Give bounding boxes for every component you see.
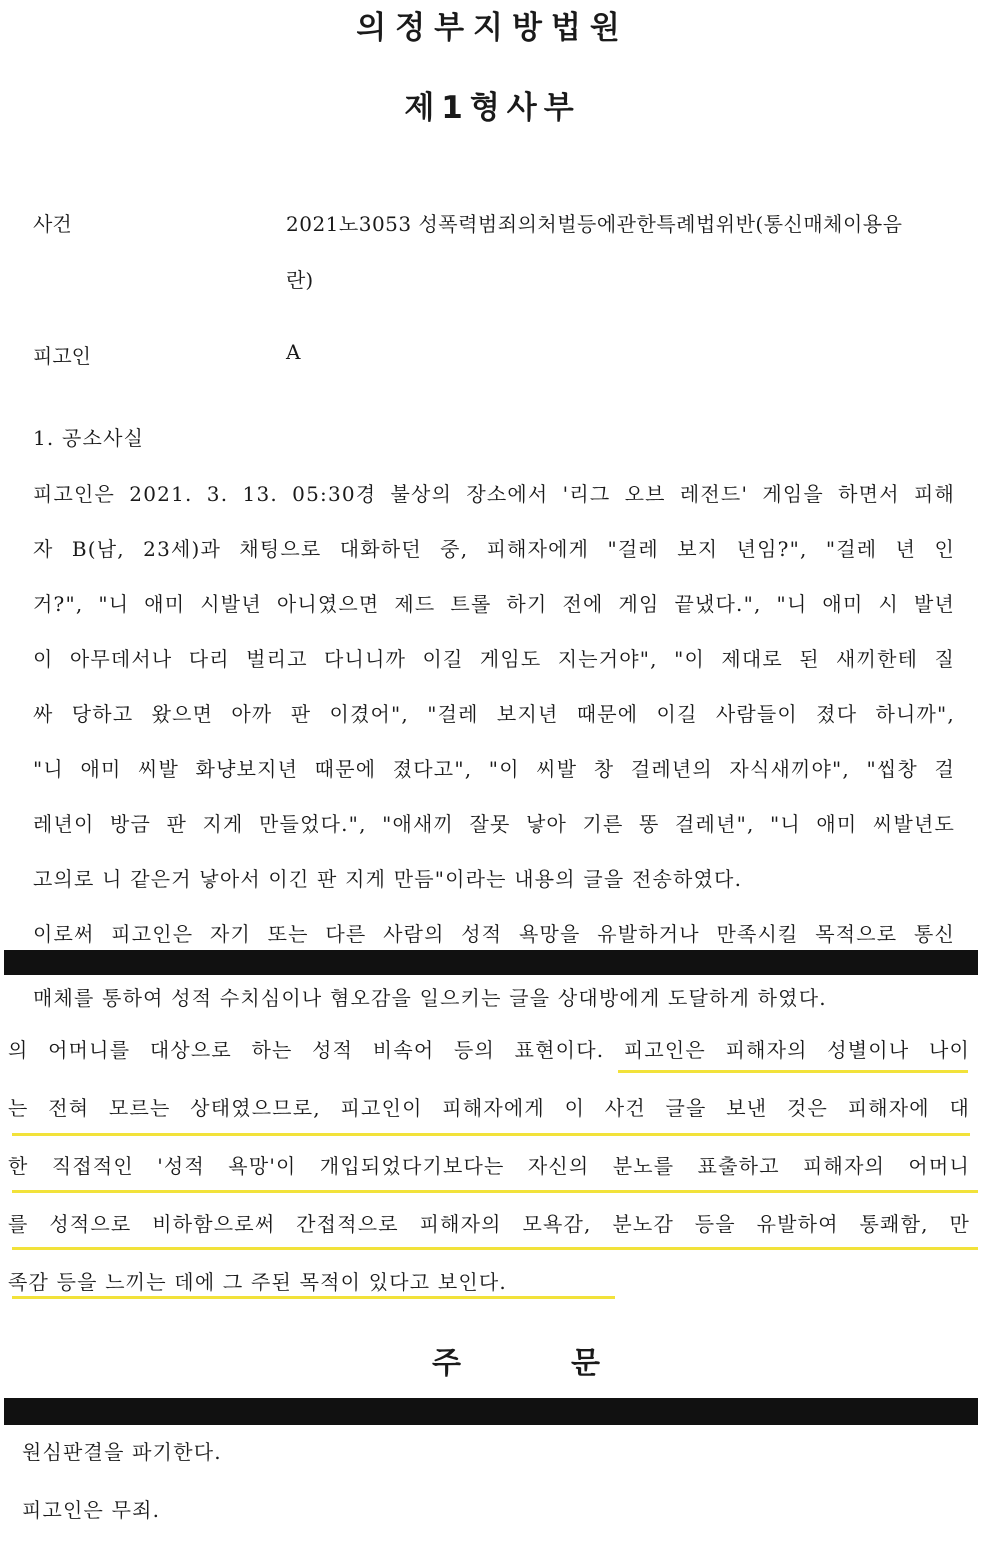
division-name: 제1형사부 — [404, 90, 581, 126]
highlight-underline — [618, 1070, 968, 1073]
highlight-underline — [12, 1190, 978, 1193]
case-value-line1: 2021노3053 성폭력범죄의처벌등에관한특례법위반(통신매체이용음 — [286, 212, 903, 236]
indictment-line: 피고인은 2021. 3. 13. 05:30경 불상의 장소에서 '리그 오브 레전드' 게임을 하면서 피해 — [33, 482, 955, 506]
reasoning-line: 한 직접적인 '성적 욕망'이 개입되었다기보다는 자신의 분노를 표출하고 피해자의 어머니 — [8, 1154, 970, 1178]
highlight-underline — [12, 1296, 615, 1299]
indictment-line: 이로써 피고인은 자기 또는 다른 사람의 성적 욕망을 유발하거나 만족시킬 목적으로 통신 — [33, 922, 955, 946]
section-heading: 1. 공소사실 — [33, 426, 145, 450]
indictment-line: 싸 당하고 왔으면 아까 판 이겼어", "걸레 보지년 때문에 이길 사람들이 졌다 하니까", — [33, 702, 955, 726]
case-value-line2: 란) — [286, 268, 314, 292]
indictment-line: 이 아무데서나 다리 벌리고 다니니까 이길 게임도 지는거야", "이 제대로 된 새끼한테 질 — [33, 647, 955, 671]
court-name: 의정부지방법원 — [356, 10, 629, 46]
indictment-line: 거?", "니 애미 시발년 아니였으면 제드 트롤 하기 전에 게임 끝냈다.", "니 애미 시 발년 — [33, 592, 955, 616]
reasoning-line: 족감 등을 느끼는 데에 그 주된 목적이 있다고 보인다. — [8, 1270, 507, 1294]
indictment-line: 레년이 방금 판 지게 만들었다.", "애새끼 잘못 낳아 기른 똥 걸레년", "니 애미 씨발년도 — [33, 812, 955, 836]
indictment-line: "니 애미 씨발 화냥보지년 때문에 졌다고", "이 씨발 창 걸레년의 자식새끼야", "씹창 걸 — [33, 757, 955, 781]
order-line: 피고인은 무죄. — [22, 1498, 161, 1522]
highlight-underline — [12, 1247, 978, 1250]
highlight-underline — [12, 1133, 970, 1136]
redaction-bar — [4, 950, 978, 975]
order-line: 원심판결을 파기한다. — [22, 1440, 222, 1464]
indictment-conclusion: 매체를 통하여 성적 수치심이나 혐오감을 일으키는 글을 상대방에게 도달하게 하였다. — [33, 986, 827, 1010]
case-label: 사건 — [33, 212, 72, 236]
indictment-line: 고의로 니 같은거 낳아서 이긴 판 지게 만듬"이라는 내용의 글을 전송하였다. — [33, 867, 743, 891]
reasoning-line: 를 성적으로 비하함으로써 간접적으로 피해자의 모욕감, 분노감 등을 유발하여 통쾌함, 만 — [8, 1212, 970, 1236]
order-heading-left: 주 — [432, 1346, 461, 1381]
defendant-label: 피고인 — [33, 344, 91, 368]
redaction-bar — [4, 1398, 978, 1425]
order-heading-right: 문 — [571, 1346, 600, 1381]
defendant-value: A — [286, 340, 301, 364]
reasoning-line: 는 전혀 모르는 상태였으므로, 피고인이 피해자에게 이 사건 글을 보낸 것은 피해자에 대 — [8, 1096, 970, 1120]
order-heading — [432, 1338, 600, 1382]
indictment-line: 자 B(남, 23세)과 채팅으로 대화하던 중, 피해자에게 "걸레 보지 년임?", "걸레 년 인 — [33, 537, 955, 561]
reasoning-line: 의 어머니를 대상으로 하는 성적 비속어 등의 표현이다. 피고인은 피해자의 성별이나 나이 — [8, 1038, 970, 1062]
